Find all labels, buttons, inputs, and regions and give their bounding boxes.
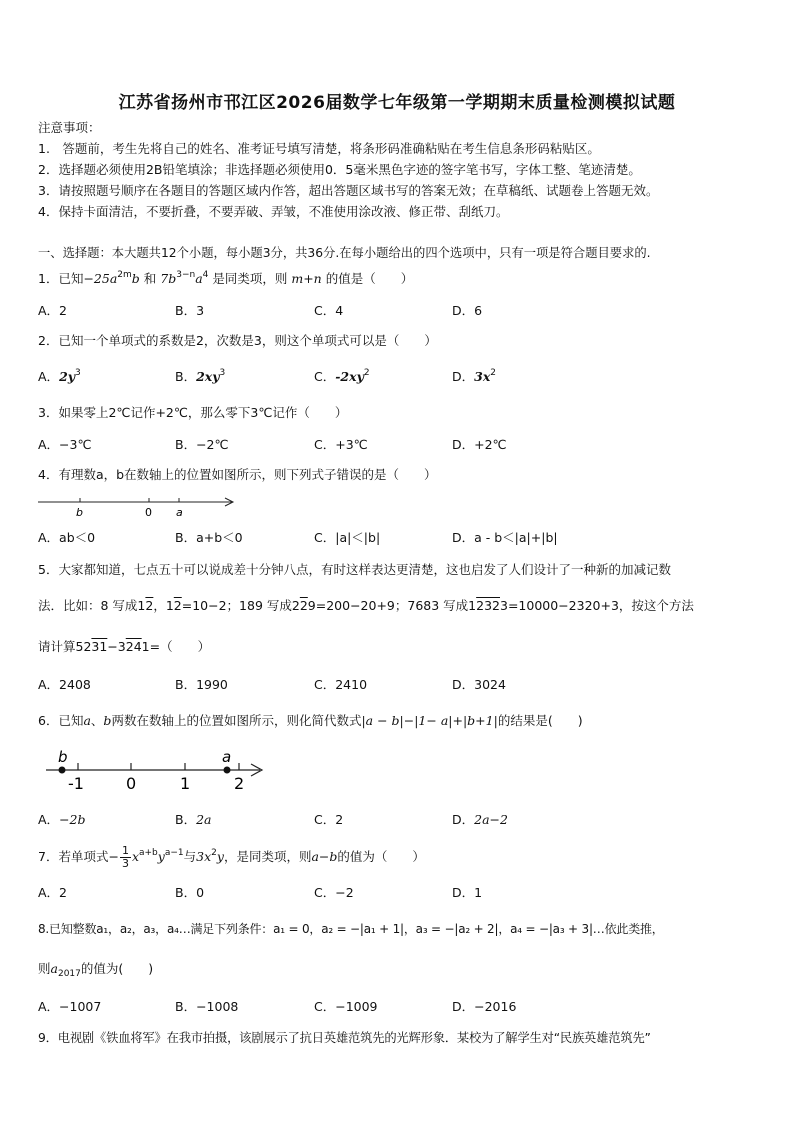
option-b[interactable]: B．a+b＜0	[175, 530, 243, 545]
tick-label: 0	[126, 774, 137, 792]
point-a-label: a	[176, 506, 183, 519]
question-6: 6．已知a、b两数在数轴上的位置如图所示，则化简代数式|a − b|−|1− a|+|b+1|的结果是( )	[38, 713, 583, 728]
option-c[interactable]: C．−2	[314, 885, 354, 900]
option-d[interactable]: D．6	[452, 303, 483, 318]
question-8-line-1: 8.已知整数a₁，a₂，a₃，a₄…满足下列条件：a₁ = 0，a₂ = −|a₁ + 1|，a₃ = −|a₂ + 2|，a₄ = −|a₃ + 3|…依此类推，	[38, 922, 664, 936]
question-2: 2．已知一个单项式的系数是2，次数是3，则这个单项式可以是（ ）	[38, 333, 437, 348]
option-a[interactable]: A．2	[38, 303, 68, 318]
option-a[interactable]: A．−3℃	[38, 437, 92, 452]
notice-item-4: 4．保持卡面清洁，不要折叠，不要弄破、弄皱，不准使用涂改液、修正带、刮纸刀。	[38, 204, 509, 219]
tick-label: 2	[234, 774, 245, 792]
option-a[interactable]: A．2	[38, 885, 68, 900]
question-4: 4．有理数a，b在数轴上的位置如图所示，则下列式子错误的是（ ）	[38, 467, 437, 482]
option-d[interactable]: D．$3x^2$	[452, 368, 497, 384]
option-c[interactable]: C．+3℃	[314, 437, 368, 452]
option-a[interactable]: A．2408	[38, 677, 91, 692]
notice-item-1: 1. 答题前，考生先将自己的姓名、准考证号填写清楚，将条形码准确粘贴在考生信息条形码粘贴区。	[38, 141, 600, 156]
notice-item-3: 3．请按照题号顺序在各题目的答题区域内作答，超出答题区域书写的答案无效；在草稿纸、试题卷上答题无效。	[38, 183, 659, 198]
question-9: 9．电视剧《铁血将军》在我市拍摄，该剧展示了抗日英雄范筑先的光辉形象．某校为了解学生对“民族英雄范筑先”	[38, 1031, 651, 1045]
q6-number-line	[44, 746, 270, 792]
question-1: 1．已知$-25a^{2m}b$ 和 $7b^{3-n}a^4$ 是同类项，则 m+n 的值是（ ）	[38, 270, 414, 286]
notice-heading: 注意事项：	[38, 120, 101, 135]
option-b[interactable]: B．2a	[175, 812, 212, 827]
question-5-line-3: 请计算5231−3241=（ ）	[38, 639, 211, 654]
tick-label: 1	[180, 774, 191, 792]
option-a[interactable]: A．−1007	[38, 999, 102, 1014]
point-a-label: a	[222, 748, 232, 766]
option-d[interactable]: D．3024	[452, 677, 506, 692]
option-b[interactable]: B．3	[175, 303, 205, 318]
point-b-label: b	[76, 506, 83, 519]
option-a[interactable]: A．$2y^3$	[38, 368, 81, 384]
option-c[interactable]: C．|a|＜|b|	[314, 530, 381, 545]
option-d[interactable]: D．a - b＜|a|+|b|	[452, 530, 558, 545]
option-c[interactable]: C．$-2xy^2$	[314, 368, 370, 384]
question-5-line-1: 5．大家都知道，七点五十可以说成差十分钟八点，有时这样表达更清楚，这也启发了人们设计了一种新的加减记数	[38, 562, 671, 577]
q4-number-line	[36, 494, 242, 520]
tick-label: -1	[68, 774, 84, 792]
question-3: 3．如果零上2℃记作+2℃，那么零下3℃记作（ ）	[38, 405, 348, 420]
question-5-line-2: 法．比如：8 写成12，12=10−2；189 写成229=200−20+9；7683 写成12323=10000−2320+3，按这个方法	[38, 598, 694, 613]
exam-title: 江苏省扬州市邗江区2026届数学七年级第一学期期末质量检测模拟试题	[118, 93, 676, 113]
option-b[interactable]: B．−2℃	[175, 437, 229, 452]
point-b	[59, 767, 66, 774]
origin-label: 0	[145, 506, 152, 519]
point-b-label: b	[58, 748, 68, 766]
option-d[interactable]: D．2a−2	[452, 812, 508, 827]
point-a	[224, 767, 231, 774]
section-heading: 一、选择题：本大题共12个小题，每小题3分，共36分.在每小题给出的四个选项中，只有一项是符合题目要求的.	[38, 246, 651, 260]
option-a[interactable]: A．−2b	[38, 812, 86, 827]
option-c[interactable]: C．2410	[314, 677, 368, 692]
option-b[interactable]: B．0	[175, 885, 205, 900]
question-8-line-2: 则$a_{2017}$的值为( )	[38, 961, 154, 979]
option-b[interactable]: B．1990	[175, 677, 228, 692]
option-d[interactable]: D．−2016	[452, 999, 517, 1014]
option-c[interactable]: C．2	[314, 812, 344, 827]
option-c[interactable]: C．4	[314, 303, 344, 318]
fraction: $\frac{1}{3}$	[121, 844, 129, 870]
option-a[interactable]: A．ab＜0	[38, 530, 96, 545]
question-7: 7．若单项式− $\frac{1}{3}$ $x^{a+b}y^{a-1}$与$3x^2y$，是同类项，则a−b的值为（ ）	[38, 844, 425, 870]
notice-item-2: 2．选择题必须使用2B铅笔填涂；非选择题必须使用0．5毫米黑色字迹的签字笔书写，字体工整、笔迹清楚。	[38, 162, 641, 177]
option-d[interactable]: D．1	[452, 885, 483, 900]
option-d[interactable]: D．+2℃	[452, 437, 507, 452]
option-c[interactable]: C．−1009	[314, 999, 378, 1014]
option-b[interactable]: B．−1008	[175, 999, 239, 1014]
option-b[interactable]: B．$2xy^3$	[175, 368, 226, 384]
